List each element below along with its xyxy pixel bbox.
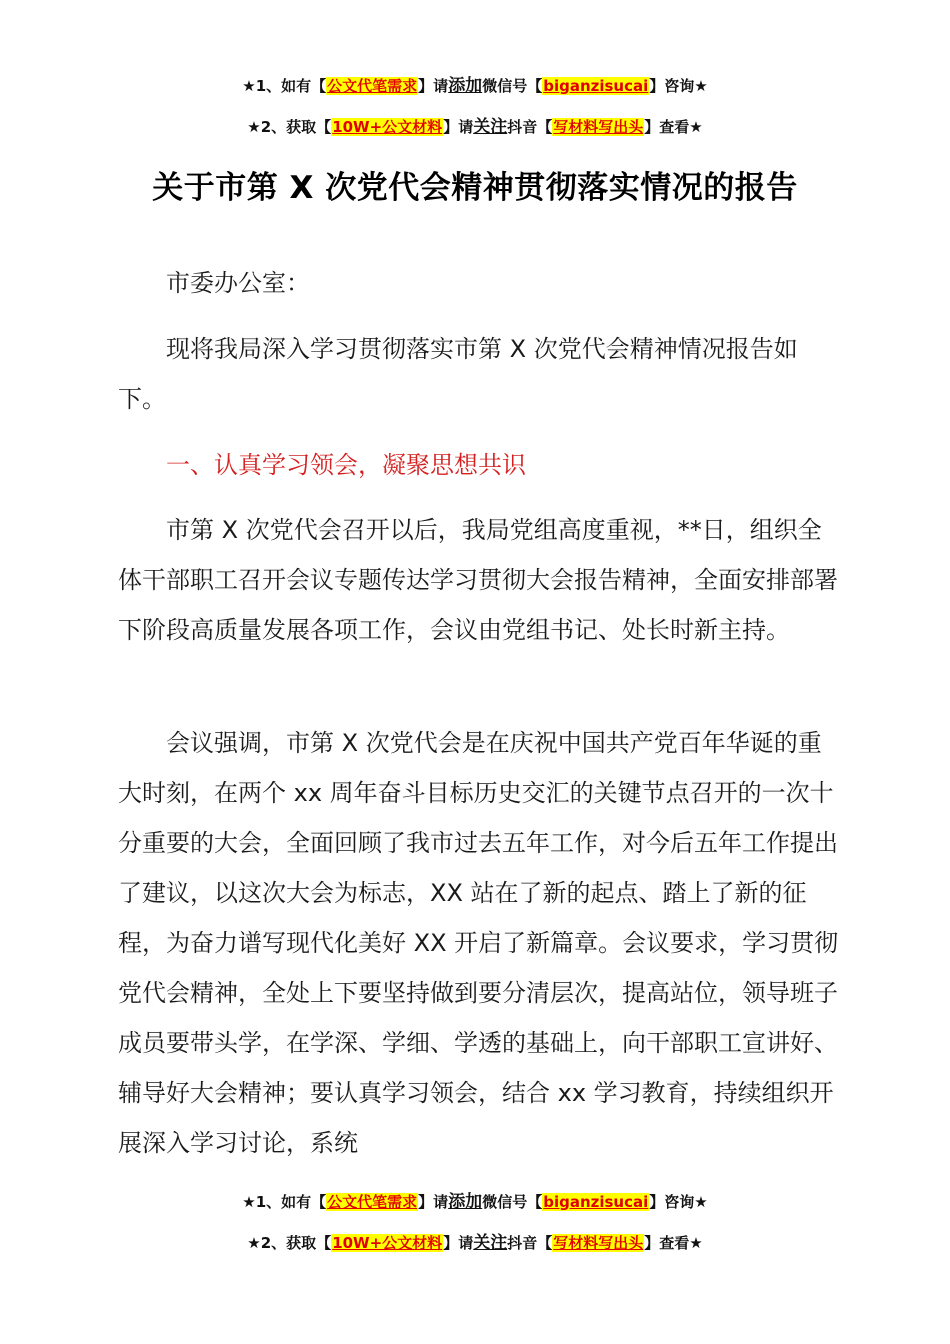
- promo-line-2: [0, 112, 950, 137]
- promo-text: 】咨询★: [649, 77, 708, 95]
- promo-text: 微信号【: [482, 1193, 543, 1211]
- paragraph-1: 市第 X 次党代会召开以后，我局党组高度重视，**日，组织全体干部职工召开会议专题传达学习贯彻大会报告精神，全面安排部署下阶段高质量发展各项工作，会议由党组书记、处长时新主持。: [118, 516, 838, 644]
- promo-highlight: 公文代笔需求: [327, 1193, 418, 1211]
- document-title: 关于市第 X 次党代会精神贯彻落实情况的报告: [152, 170, 798, 206]
- promo-text: 抖音【: [507, 1234, 553, 1252]
- promo-line-1: [0, 71, 950, 96]
- promo-text: 微信号【: [482, 77, 543, 95]
- promo-highlight: biganzisucai: [543, 1193, 649, 1211]
- promo-line-1-footer: [0, 1187, 950, 1212]
- promo-text: ★1、如有【: [242, 1193, 327, 1211]
- promo-text: 】请: [443, 118, 474, 136]
- promo-highlight: biganzisucai: [543, 77, 649, 95]
- promo-text: 】请: [418, 1193, 449, 1211]
- promo-text: 】请: [418, 77, 449, 95]
- promo-highlight: 公文代笔需求: [327, 77, 418, 95]
- promo-text: ★2、获取【: [247, 1234, 332, 1252]
- promo-line-2-footer: [0, 1228, 950, 1253]
- promo-highlight: 写材料写出头: [553, 1234, 644, 1252]
- promo-highlight: 10W+公文材料: [332, 118, 443, 136]
- promo-emphasis: 添加: [448, 1192, 483, 1212]
- promo-text: 】查看★: [644, 1234, 703, 1252]
- intro-paragraph: 现将我局深入学习贯彻落实市第 X 次党代会精神情况报告如下。: [118, 335, 798, 413]
- salutation: 市委办公室：: [166, 269, 310, 297]
- section-heading: 一、认真学习领会，凝聚思想共识: [166, 451, 526, 479]
- promo-text: 】咨询★: [649, 1193, 708, 1211]
- promo-text: 】查看★: [644, 118, 703, 136]
- promo-emphasis: 添加: [448, 76, 483, 96]
- paragraph-2: 会议强调，市第 X 次党代会是在庆祝中国共产党百年华诞的重大时刻，在两个 xx 周年奋斗目标历史交汇的关键节点召开的一次十分重要的大会，全面回顾了我市过去五年工作，对今后五年工作提出了建议，以这次大会为标志，XX 站在了新的起点、踏上了新的征程，为奋力谱写现代化美好 XX 开启了新篇章。会议要求，学习贯彻党代会精神，全处上下要坚持做到要分清层次，提高站位，领导班子成员要带头学，在学深、学细、学透的基础上，向干部职工宣讲好、辅导好大会精神；要认真学习领会，结合 xx 学习教育，持续组织开展深入学习讨论，系统: [118, 729, 839, 1157]
- promo-emphasis: 关注: [473, 1233, 508, 1253]
- promo-emphasis: 关注: [473, 117, 508, 137]
- promo-text: 】请: [443, 1234, 474, 1252]
- promo-text: 抖音【: [507, 118, 553, 136]
- promo-text: ★2、获取【: [247, 118, 332, 136]
- promo-highlight: 10W+公文材料: [332, 1234, 443, 1252]
- promo-text: ★1、如有【: [242, 77, 327, 95]
- promo-highlight: 写材料写出头: [553, 118, 644, 136]
